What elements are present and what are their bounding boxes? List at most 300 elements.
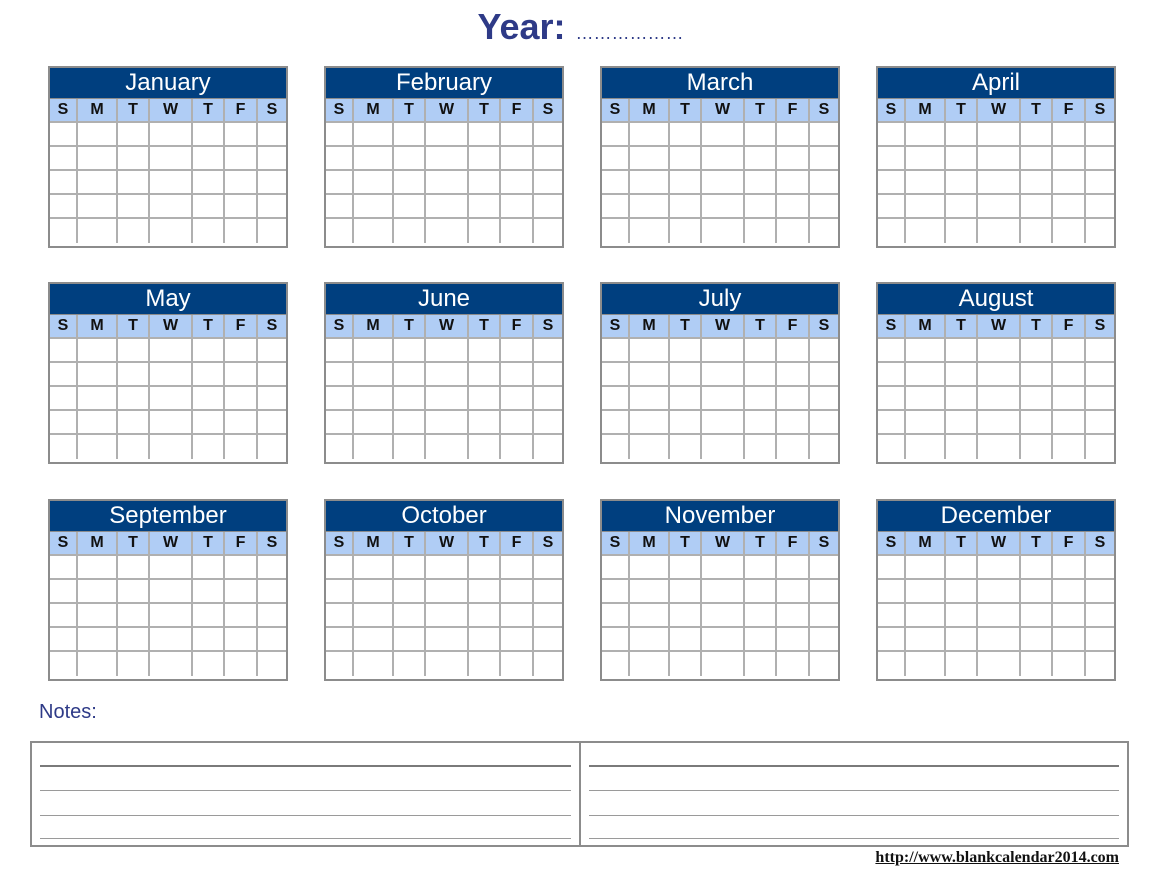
day-cell[interactable] — [501, 387, 534, 411]
day-cell[interactable] — [78, 363, 118, 387]
day-cell[interactable] — [354, 195, 394, 219]
day-cell[interactable] — [602, 195, 630, 219]
day-cell[interactable] — [326, 363, 354, 387]
day-cell[interactable] — [1053, 339, 1086, 363]
day-cell[interactable] — [150, 387, 193, 411]
day-cell[interactable] — [150, 556, 193, 580]
day-cell[interactable] — [630, 363, 670, 387]
day-cell[interactable] — [878, 580, 906, 604]
day-cell[interactable] — [1086, 411, 1114, 435]
day-cell[interactable] — [906, 652, 946, 676]
day-cell[interactable] — [426, 219, 469, 243]
day-cell[interactable] — [118, 411, 150, 435]
day-cell[interactable] — [810, 387, 838, 411]
day-cell[interactable] — [193, 652, 225, 676]
day-cell[interactable] — [534, 123, 562, 147]
day-cell[interactable] — [394, 435, 426, 459]
day-cell[interactable] — [394, 580, 426, 604]
day-cell[interactable] — [150, 171, 193, 195]
day-cell[interactable] — [258, 171, 286, 195]
day-cell[interactable] — [602, 628, 630, 652]
day-cell[interactable] — [702, 387, 745, 411]
day-cell[interactable] — [193, 195, 225, 219]
day-cell[interactable] — [326, 123, 354, 147]
day-cell[interactable] — [225, 604, 258, 628]
day-cell[interactable] — [1086, 387, 1114, 411]
day-cell[interactable] — [810, 195, 838, 219]
day-cell[interactable] — [50, 171, 78, 195]
day-cell[interactable] — [810, 435, 838, 459]
day-cell[interactable] — [906, 604, 946, 628]
day-cell[interactable] — [1053, 628, 1086, 652]
day-cell[interactable] — [878, 387, 906, 411]
day-cell[interactable] — [150, 147, 193, 171]
day-cell[interactable] — [978, 628, 1021, 652]
day-cell[interactable] — [946, 435, 978, 459]
day-cell[interactable] — [193, 411, 225, 435]
day-cell[interactable] — [946, 171, 978, 195]
day-cell[interactable] — [946, 363, 978, 387]
day-cell[interactable] — [878, 363, 906, 387]
day-cell[interactable] — [602, 435, 630, 459]
day-cell[interactable] — [118, 171, 150, 195]
day-cell[interactable] — [946, 123, 978, 147]
day-cell[interactable] — [745, 195, 777, 219]
day-cell[interactable] — [78, 387, 118, 411]
day-cell[interactable] — [50, 411, 78, 435]
day-cell[interactable] — [946, 580, 978, 604]
day-cell[interactable] — [534, 435, 562, 459]
day-cell[interactable] — [906, 387, 946, 411]
day-cell[interactable] — [118, 219, 150, 243]
day-cell[interactable] — [978, 604, 1021, 628]
day-cell[interactable] — [225, 363, 258, 387]
day-cell[interactable] — [534, 628, 562, 652]
day-cell[interactable] — [978, 580, 1021, 604]
day-cell[interactable] — [78, 435, 118, 459]
day-cell[interactable] — [777, 435, 810, 459]
day-cell[interactable] — [946, 604, 978, 628]
day-cell[interactable] — [630, 556, 670, 580]
day-cell[interactable] — [702, 219, 745, 243]
day-cell[interactable] — [602, 387, 630, 411]
day-cell[interactable] — [118, 652, 150, 676]
day-cell[interactable] — [326, 387, 354, 411]
day-cell[interactable] — [745, 387, 777, 411]
day-cell[interactable] — [906, 363, 946, 387]
day-cell[interactable] — [193, 363, 225, 387]
day-cell[interactable] — [702, 652, 745, 676]
day-cell[interactable] — [1086, 195, 1114, 219]
day-cell[interactable] — [777, 339, 810, 363]
day-cell[interactable] — [469, 652, 501, 676]
day-cell[interactable] — [602, 363, 630, 387]
day-cell[interactable] — [501, 147, 534, 171]
day-cell[interactable] — [150, 652, 193, 676]
day-cell[interactable] — [1053, 604, 1086, 628]
day-cell[interactable] — [1021, 628, 1053, 652]
day-cell[interactable] — [225, 435, 258, 459]
day-cell[interactable] — [670, 580, 702, 604]
day-cell[interactable] — [1086, 219, 1114, 243]
day-cell[interactable] — [1021, 147, 1053, 171]
day-cell[interactable] — [78, 219, 118, 243]
day-cell[interactable] — [878, 556, 906, 580]
day-cell[interactable] — [50, 604, 78, 628]
day-cell[interactable] — [394, 411, 426, 435]
day-cell[interactable] — [670, 604, 702, 628]
day-cell[interactable] — [78, 556, 118, 580]
day-cell[interactable] — [50, 363, 78, 387]
day-cell[interactable] — [258, 652, 286, 676]
day-cell[interactable] — [670, 123, 702, 147]
day-cell[interactable] — [810, 604, 838, 628]
day-cell[interactable] — [602, 339, 630, 363]
day-cell[interactable] — [810, 652, 838, 676]
day-cell[interactable] — [777, 147, 810, 171]
day-cell[interactable] — [150, 219, 193, 243]
day-cell[interactable] — [702, 123, 745, 147]
day-cell[interactable] — [150, 363, 193, 387]
day-cell[interactable] — [745, 219, 777, 243]
day-cell[interactable] — [50, 195, 78, 219]
day-cell[interactable] — [1086, 556, 1114, 580]
day-cell[interactable] — [1021, 556, 1053, 580]
footer-website-link[interactable]: http://www.blankcalendar2014.com — [875, 849, 1119, 866]
day-cell[interactable] — [258, 580, 286, 604]
day-cell[interactable] — [354, 147, 394, 171]
day-cell[interactable] — [501, 339, 534, 363]
day-cell[interactable] — [193, 580, 225, 604]
day-cell[interactable] — [745, 628, 777, 652]
day-cell[interactable] — [150, 580, 193, 604]
day-cell[interactable] — [118, 123, 150, 147]
day-cell[interactable] — [810, 219, 838, 243]
day-cell[interactable] — [1021, 652, 1053, 676]
day-cell[interactable] — [78, 604, 118, 628]
day-cell[interactable] — [702, 147, 745, 171]
day-cell[interactable] — [946, 147, 978, 171]
day-cell[interactable] — [906, 556, 946, 580]
day-cell[interactable] — [978, 147, 1021, 171]
day-cell[interactable] — [878, 339, 906, 363]
day-cell[interactable] — [118, 556, 150, 580]
day-cell[interactable] — [225, 123, 258, 147]
day-cell[interactable] — [326, 628, 354, 652]
day-cell[interactable] — [426, 387, 469, 411]
day-cell[interactable] — [534, 171, 562, 195]
day-cell[interactable] — [777, 628, 810, 652]
day-cell[interactable] — [501, 628, 534, 652]
day-cell[interactable] — [501, 435, 534, 459]
day-cell[interactable] — [258, 219, 286, 243]
day-cell[interactable] — [1021, 580, 1053, 604]
day-cell[interactable] — [534, 411, 562, 435]
day-cell[interactable] — [426, 604, 469, 628]
day-cell[interactable] — [810, 339, 838, 363]
day-cell[interactable] — [810, 123, 838, 147]
day-cell[interactable] — [602, 604, 630, 628]
day-cell[interactable] — [225, 411, 258, 435]
day-cell[interactable] — [326, 195, 354, 219]
day-cell[interactable] — [78, 123, 118, 147]
day-cell[interactable] — [78, 339, 118, 363]
day-cell[interactable] — [702, 363, 745, 387]
day-cell[interactable] — [702, 411, 745, 435]
day-cell[interactable] — [78, 147, 118, 171]
day-cell[interactable] — [602, 652, 630, 676]
day-cell[interactable] — [50, 435, 78, 459]
day-cell[interactable] — [469, 195, 501, 219]
day-cell[interactable] — [225, 147, 258, 171]
day-cell[interactable] — [354, 363, 394, 387]
day-cell[interactable] — [777, 171, 810, 195]
day-cell[interactable] — [354, 435, 394, 459]
day-cell[interactable] — [354, 339, 394, 363]
day-cell[interactable] — [469, 411, 501, 435]
day-cell[interactable] — [906, 580, 946, 604]
day-cell[interactable] — [1021, 195, 1053, 219]
day-cell[interactable] — [702, 435, 745, 459]
day-cell[interactable] — [878, 411, 906, 435]
day-cell[interactable] — [534, 219, 562, 243]
day-cell[interactable] — [906, 411, 946, 435]
day-cell[interactable] — [426, 195, 469, 219]
day-cell[interactable] — [777, 411, 810, 435]
day-cell[interactable] — [702, 195, 745, 219]
day-cell[interactable] — [426, 363, 469, 387]
day-cell[interactable] — [225, 339, 258, 363]
day-cell[interactable] — [1053, 411, 1086, 435]
day-cell[interactable] — [193, 219, 225, 243]
day-cell[interactable] — [1086, 580, 1114, 604]
day-cell[interactable] — [670, 195, 702, 219]
day-cell[interactable] — [878, 123, 906, 147]
day-cell[interactable] — [50, 387, 78, 411]
day-cell[interactable] — [1086, 147, 1114, 171]
day-cell[interactable] — [670, 652, 702, 676]
day-cell[interactable] — [193, 387, 225, 411]
day-cell[interactable] — [906, 123, 946, 147]
day-cell[interactable] — [777, 652, 810, 676]
day-cell[interactable] — [1086, 604, 1114, 628]
day-cell[interactable] — [777, 604, 810, 628]
day-cell[interactable] — [501, 171, 534, 195]
day-cell[interactable] — [702, 628, 745, 652]
day-cell[interactable] — [630, 171, 670, 195]
day-cell[interactable] — [630, 195, 670, 219]
day-cell[interactable] — [978, 411, 1021, 435]
day-cell[interactable] — [258, 604, 286, 628]
day-cell[interactable] — [946, 628, 978, 652]
day-cell[interactable] — [777, 123, 810, 147]
day-cell[interactable] — [394, 363, 426, 387]
day-cell[interactable] — [630, 628, 670, 652]
day-cell[interactable] — [878, 171, 906, 195]
day-cell[interactable] — [225, 195, 258, 219]
day-cell[interactable] — [670, 556, 702, 580]
day-cell[interactable] — [354, 123, 394, 147]
day-cell[interactable] — [326, 171, 354, 195]
day-cell[interactable] — [501, 652, 534, 676]
day-cell[interactable] — [745, 435, 777, 459]
day-cell[interactable] — [602, 556, 630, 580]
day-cell[interactable] — [150, 435, 193, 459]
day-cell[interactable] — [602, 219, 630, 243]
day-cell[interactable] — [426, 147, 469, 171]
day-cell[interactable] — [118, 580, 150, 604]
day-cell[interactable] — [878, 604, 906, 628]
day-cell[interactable] — [394, 171, 426, 195]
day-cell[interactable] — [978, 435, 1021, 459]
day-cell[interactable] — [426, 556, 469, 580]
day-cell[interactable] — [1086, 652, 1114, 676]
day-cell[interactable] — [878, 435, 906, 459]
day-cell[interactable] — [878, 147, 906, 171]
day-cell[interactable] — [193, 123, 225, 147]
day-cell[interactable] — [258, 387, 286, 411]
day-cell[interactable] — [354, 604, 394, 628]
day-cell[interactable] — [501, 556, 534, 580]
day-cell[interactable] — [193, 339, 225, 363]
day-cell[interactable] — [394, 604, 426, 628]
day-cell[interactable] — [150, 195, 193, 219]
day-cell[interactable] — [534, 195, 562, 219]
day-cell[interactable] — [978, 387, 1021, 411]
day-cell[interactable] — [534, 339, 562, 363]
day-cell[interactable] — [602, 171, 630, 195]
day-cell[interactable] — [602, 411, 630, 435]
day-cell[interactable] — [906, 339, 946, 363]
day-cell[interactable] — [810, 147, 838, 171]
year-blank-field[interactable]: ……………… — [575, 23, 684, 43]
day-cell[interactable] — [501, 219, 534, 243]
day-cell[interactable] — [193, 604, 225, 628]
day-cell[interactable] — [777, 219, 810, 243]
day-cell[interactable] — [501, 604, 534, 628]
day-cell[interactable] — [534, 147, 562, 171]
day-cell[interactable] — [78, 195, 118, 219]
day-cell[interactable] — [534, 387, 562, 411]
day-cell[interactable] — [978, 219, 1021, 243]
day-cell[interactable] — [978, 195, 1021, 219]
day-cell[interactable] — [602, 147, 630, 171]
day-cell[interactable] — [810, 171, 838, 195]
day-cell[interactable] — [150, 123, 193, 147]
day-cell[interactable] — [426, 628, 469, 652]
day-cell[interactable] — [394, 387, 426, 411]
day-cell[interactable] — [258, 556, 286, 580]
day-cell[interactable] — [745, 411, 777, 435]
day-cell[interactable] — [326, 580, 354, 604]
day-cell[interactable] — [258, 195, 286, 219]
day-cell[interactable] — [534, 363, 562, 387]
day-cell[interactable] — [426, 411, 469, 435]
day-cell[interactable] — [702, 580, 745, 604]
day-cell[interactable] — [150, 604, 193, 628]
day-cell[interactable] — [78, 580, 118, 604]
day-cell[interactable] — [1053, 580, 1086, 604]
day-cell[interactable] — [501, 411, 534, 435]
day-cell[interactable] — [501, 123, 534, 147]
day-cell[interactable] — [354, 580, 394, 604]
day-cell[interactable] — [469, 363, 501, 387]
day-cell[interactable] — [878, 219, 906, 243]
day-cell[interactable] — [193, 556, 225, 580]
day-cell[interactable] — [878, 628, 906, 652]
day-cell[interactable] — [978, 171, 1021, 195]
day-cell[interactable] — [630, 339, 670, 363]
day-cell[interactable] — [326, 219, 354, 243]
day-cell[interactable] — [745, 171, 777, 195]
day-cell[interactable] — [150, 628, 193, 652]
day-cell[interactable] — [702, 339, 745, 363]
day-cell[interactable] — [1053, 556, 1086, 580]
day-cell[interactable] — [906, 195, 946, 219]
day-cell[interactable] — [258, 435, 286, 459]
day-cell[interactable] — [1053, 123, 1086, 147]
day-cell[interactable] — [469, 219, 501, 243]
day-cell[interactable] — [225, 580, 258, 604]
day-cell[interactable] — [1053, 147, 1086, 171]
day-cell[interactable] — [326, 604, 354, 628]
day-cell[interactable] — [534, 580, 562, 604]
day-cell[interactable] — [946, 339, 978, 363]
day-cell[interactable] — [946, 195, 978, 219]
day-cell[interactable] — [394, 628, 426, 652]
day-cell[interactable] — [225, 219, 258, 243]
day-cell[interactable] — [878, 195, 906, 219]
day-cell[interactable] — [630, 219, 670, 243]
day-cell[interactable] — [394, 123, 426, 147]
day-cell[interactable] — [118, 435, 150, 459]
day-cell[interactable] — [193, 147, 225, 171]
day-cell[interactable] — [469, 171, 501, 195]
day-cell[interactable] — [745, 604, 777, 628]
day-cell[interactable] — [1086, 363, 1114, 387]
day-cell[interactable] — [1021, 339, 1053, 363]
day-cell[interactable] — [258, 628, 286, 652]
day-cell[interactable] — [469, 339, 501, 363]
day-cell[interactable] — [469, 387, 501, 411]
day-cell[interactable] — [1053, 435, 1086, 459]
day-cell[interactable] — [946, 411, 978, 435]
day-cell[interactable] — [394, 219, 426, 243]
day-cell[interactable] — [78, 411, 118, 435]
day-cell[interactable] — [501, 580, 534, 604]
day-cell[interactable] — [354, 652, 394, 676]
day-cell[interactable] — [670, 628, 702, 652]
day-cell[interactable] — [810, 556, 838, 580]
day-cell[interactable] — [810, 628, 838, 652]
day-cell[interactable] — [745, 652, 777, 676]
day-cell[interactable] — [225, 628, 258, 652]
day-cell[interactable] — [670, 363, 702, 387]
day-cell[interactable] — [394, 652, 426, 676]
day-cell[interactable] — [258, 411, 286, 435]
day-cell[interactable] — [1021, 604, 1053, 628]
day-cell[interactable] — [225, 171, 258, 195]
day-cell[interactable] — [426, 339, 469, 363]
day-cell[interactable] — [745, 123, 777, 147]
day-cell[interactable] — [354, 628, 394, 652]
day-cell[interactable] — [946, 387, 978, 411]
day-cell[interactable] — [670, 219, 702, 243]
day-cell[interactable] — [630, 604, 670, 628]
day-cell[interactable] — [1021, 411, 1053, 435]
notes-column-left[interactable] — [32, 743, 579, 845]
day-cell[interactable] — [810, 580, 838, 604]
